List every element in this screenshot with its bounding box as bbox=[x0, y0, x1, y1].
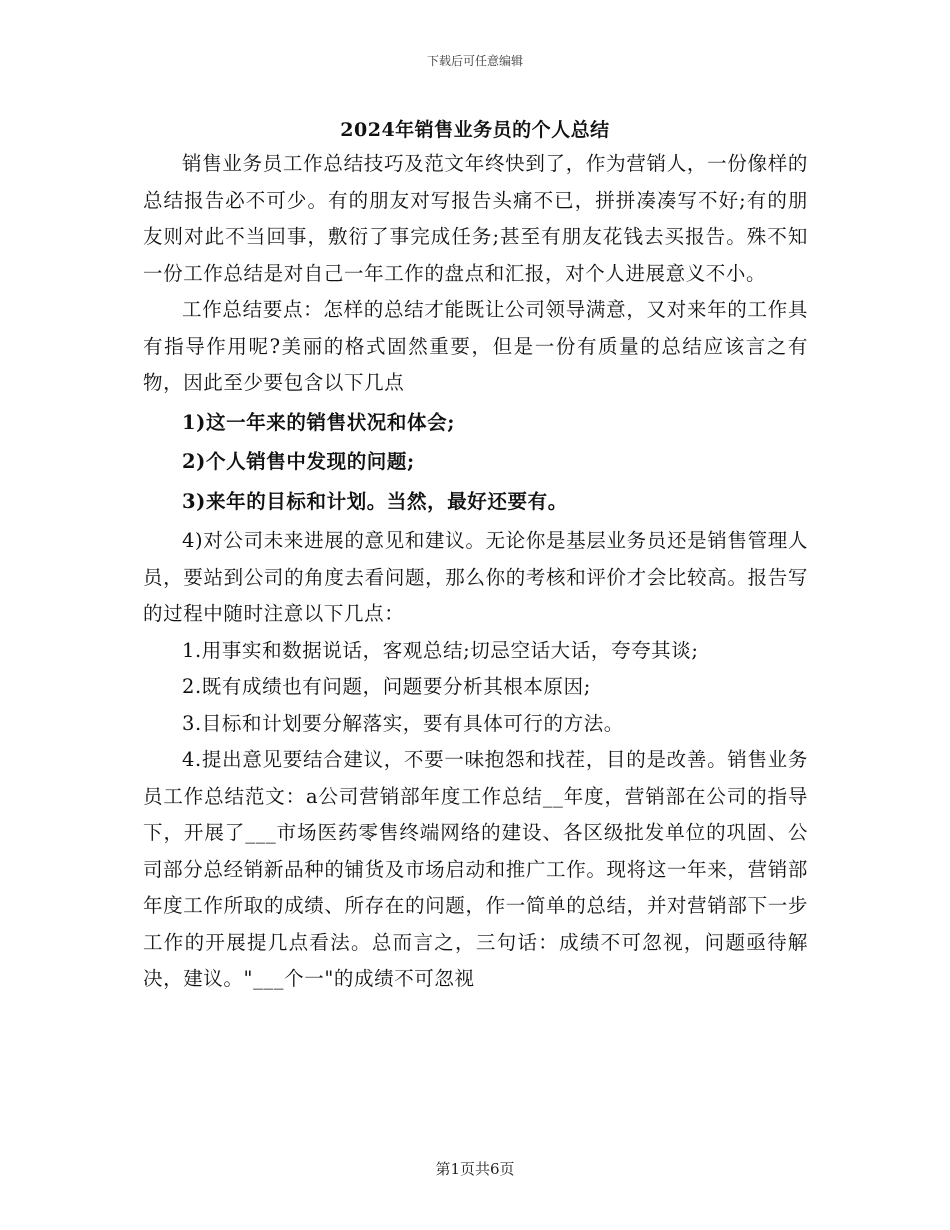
list-item-problems: 2)个人销售中发现的问题; bbox=[182, 450, 415, 473]
header-note: 下载后可任意编辑 bbox=[426, 54, 523, 68]
paragraph-suggestions: 4)对公司未来进展的意见和建议。无论你是基层业务员还是销售管理人员，要站到公司的角度去看问题，那么你的考核和评价才会比较高。报告写的过程中随时注意以下几点： bbox=[143, 529, 808, 625]
list-item-plan: 3.目标和计划要分解落实，要有具体可行的方法。 bbox=[182, 711, 624, 735]
paragraph-intro: 销售业务员工作总结技巧及范文年终快到了，作为营销人，一份像样的总结报告必不可少。有的朋友对写报告头痛不已，拼拼凑凑写不好;有的朋友则对此不当回事，敷衍了事完成任务;甚至有朋友花钱去买报告。殊不知一份工作总结是对自己一年工作的盘点和汇报，对个人进展意义不小。 bbox=[143, 152, 808, 285]
page-number: 第1页共6页 bbox=[435, 1160, 515, 1178]
document-body bbox=[143, 146, 808, 998]
list-item-facts: 1.用事实和数据说话，客观总结;切忌空话大话，夸夸其谈; bbox=[182, 638, 699, 662]
list-item-sales-status: 1)这一年来的销售状况和体会; bbox=[182, 410, 455, 434]
list-item-goals: 3)来年的目标和计划。当然，最好还要有。 bbox=[182, 489, 568, 513]
document-title: 2024年销售业务员的个人总结 bbox=[340, 119, 610, 141]
paragraph-key-points: 工作总结要点：怎样的总结才能既让公司领导满意，又对来年的工作具有指导作用呢?美丽的格式固然重要，但是一份有质量的总结应该言之有物，因此至少要包含以下几点 bbox=[143, 298, 808, 394]
list-item-analysis: 2.既有成绩也有问题，问题要分析其根本原因; bbox=[182, 675, 591, 698]
paragraph-sample: 4.提出意见要结合建议，不要一味抱怨和找茬，目的是改善。销售业务员工作总结范文：a公司营销部年度工作总结__年度，营销部在公司的指导下，开展了___市场医药零售终端网络的建设、各区级批发单位的巩固、公司部分总经销新品种的铺货及市场启动和推广工作。现将这一年来，营销部年度工作所取的成绩、所存在的问题，作一简单的总结，并对营销部下一步工作的开展提几点看法。总而言之，三句话：成绩不可忽视，问题亟待解决，建议。"___个一"的成绩不可忽视 bbox=[143, 748, 808, 990]
